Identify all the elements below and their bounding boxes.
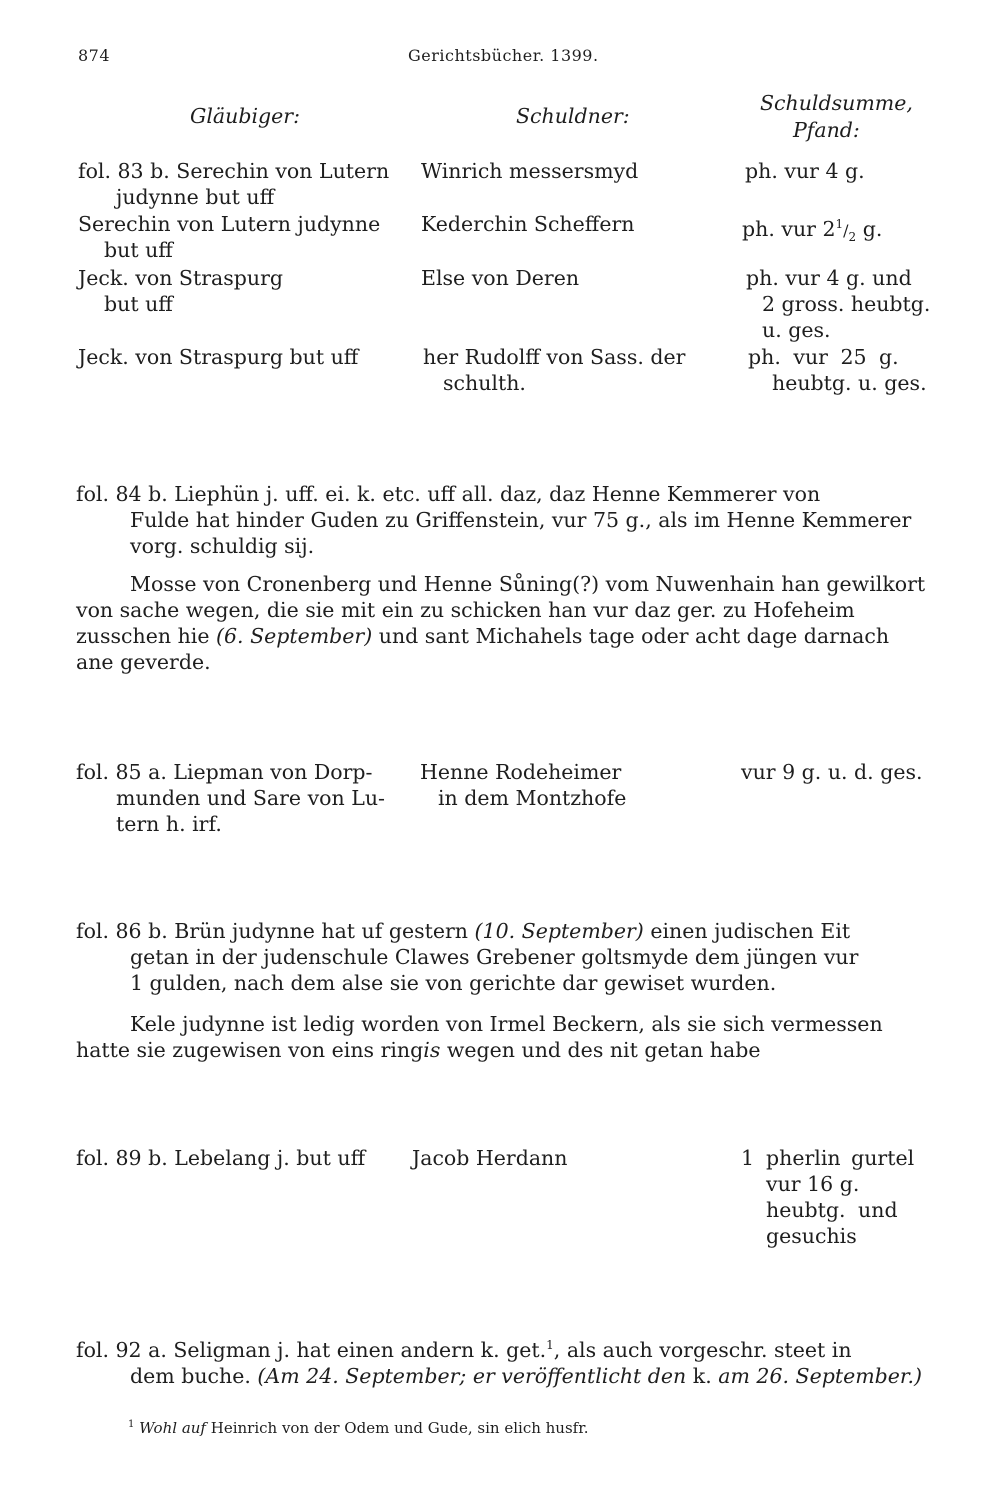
debtor-cell <box>423 344 685 396</box>
creditor-line: but uff <box>104 238 173 262</box>
creditor-line: but uff <box>104 292 173 316</box>
creditor-line: judynne but uff <box>116 185 275 209</box>
entry-line: Mosse von Cronenberg und Henne Sůning(?) vom Nuwenhain han gewilkort <box>130 572 926 596</box>
amount-cell: ph. vur 4 g. <box>745 159 865 183</box>
entry-text: dem buche. <box>130 1363 258 1388</box>
entry-84b-paragraph <box>76 571 925 675</box>
entry-line: von sache wegen, die sie mit ein zu schicken han vur daz ger. zu Hofeheim <box>76 598 855 622</box>
footnote-number: 1 <box>128 1419 135 1430</box>
amount-cell <box>766 1145 914 1249</box>
fraction-denominator: 2 <box>848 229 857 244</box>
entry-text: , als auch vorgeschr. steet in <box>553 1337 852 1362</box>
entry-line: Kele judynne ist ledig worden von Irmel Beckern, als sie sich vermessen <box>130 1012 883 1036</box>
date-note: (10. September) <box>474 919 644 943</box>
amount-cell: ph. vur $2^1/_2$ g. <box>742 216 883 244</box>
footnote <box>128 1412 589 1441</box>
amount-line: pherlin gurtel <box>766 1146 915 1170</box>
entry-85a <box>76 759 385 837</box>
amount-cell <box>748 344 927 396</box>
entry-text: fol. 92 a. Seligman j. hat einen andern k. get. <box>76 1337 547 1362</box>
creditor-line: Jeck. von Straspurg <box>78 266 283 290</box>
amount-line: ph. vur 25 g. <box>748 345 899 369</box>
page-number: 874 <box>78 46 111 65</box>
entry-line: Fulde hat hinder Guden zu Griffenstein, vur 75 g., als im Henne Kemmerer <box>130 508 912 532</box>
creditor-line: tern h. irf. <box>116 812 222 836</box>
entry-86b-paragraph <box>76 1011 883 1063</box>
running-title: Gerichtsbücher. 1399. <box>408 46 599 65</box>
amount-line: ph. vur 4 g. und <box>746 266 912 290</box>
entry-text: fol. 86 b. Brün judynne hat uf gestern <box>76 919 475 943</box>
debtor-line: her Rudolff von Sass. der <box>423 345 686 369</box>
entry-text-italic: is <box>423 1038 441 1062</box>
date-note: (Am 24. September; er veröffentlicht den <box>257 1363 687 1388</box>
creditor-line: fol. 85 a. Liepman von Dorp- <box>76 760 373 784</box>
entry-89b-creditor: fol. 89 b. Lebelang j. but uff <box>76 1146 366 1170</box>
footnote-italic: Wohl auf <box>139 1419 206 1437</box>
entry-line: fol. 84 b. Liephün j. uff. ei. k. etc. uff all. daz, daz Henne Kemmerer von <box>76 482 821 506</box>
debtor-cell <box>420 759 626 811</box>
creditor-line: munden und Sare von Lu- <box>116 786 385 810</box>
column-head-creditor: Gläubiger: <box>190 104 300 128</box>
amount-text: ph. vur 2 <box>742 216 836 241</box>
entry-text: wegen und des nit getan habe <box>440 1038 761 1062</box>
debtor-line: schulth. <box>443 371 526 395</box>
debtor-line: in dem Montzhofe <box>438 786 627 810</box>
date-note: am 26. September.) <box>718 1363 922 1388</box>
entry-text: hatte sie zugewisen von eins ring <box>76 1038 424 1062</box>
entry-line: vorg. schuldig sij. <box>130 534 315 558</box>
entry-line: getan in der judenschule Clawes Grebener goltsmyde dem jüngen vur <box>130 945 859 969</box>
column-head-debtor: Schuldner: <box>516 104 630 128</box>
entry-line: 1 gulden, nach dem alse sie von gerichte dar gewiset wurden. <box>130 971 777 995</box>
entry-text: zusschen hie <box>76 624 216 648</box>
date-note: (6. September) <box>216 624 373 648</box>
amount-line: vur 16 g. <box>766 1172 860 1196</box>
debtor-line: Henne Rodeheimer <box>420 760 622 784</box>
amount-line: heubtg. u. ges. <box>772 371 927 395</box>
creditor-line: fol. 83 b. Serechin von Lutern <box>78 159 390 183</box>
table-row <box>78 211 380 263</box>
amount-line: u. ges. <box>762 318 831 342</box>
footnote-text: Heinrich von der Odem und Gude, sin elich husfr. <box>205 1419 589 1437</box>
footnote-marker: 1 <box>546 1338 554 1352</box>
amount-cell: vur 9 g. u. d. ges. <box>741 760 923 784</box>
fraction-numerator: 1 <box>835 217 844 231</box>
entry-86b <box>76 918 858 996</box>
entry-text: k. <box>686 1363 719 1388</box>
debtor-cell: Else von Deren <box>421 266 580 290</box>
debtor-cell: Winrich messersmyd <box>421 159 639 183</box>
amount-text-end: g. <box>856 216 883 241</box>
table-row <box>78 265 283 317</box>
entry-text: und sant Michahels tage oder acht dage darnach <box>372 624 890 648</box>
amount-line: 2 gross. heubtg. <box>762 292 931 316</box>
column-head-amount: Schuldsumme, <box>760 91 913 115</box>
entry-line: ane geverde. <box>76 650 211 674</box>
table-row: Jeck. von Straspurg but uff <box>78 345 359 369</box>
amount-cell <box>746 265 930 343</box>
amount-line: gesuchis <box>766 1224 857 1248</box>
amount-number: 1 <box>741 1146 755 1170</box>
creditor-line: Serechin von Lutern judynne <box>78 212 381 236</box>
entry-text: einen judischen Eit <box>643 919 851 943</box>
table-row <box>78 158 389 210</box>
debtor-cell: Jacob Herdann <box>412 1146 568 1170</box>
amount-line: heubtg. und <box>766 1198 898 1222</box>
entry-84b <box>76 481 911 559</box>
debtor-cell: Kederchin Scheffern <box>421 212 635 236</box>
column-head-pledge: Pfand: <box>793 118 860 142</box>
entry-92a <box>76 1332 922 1389</box>
